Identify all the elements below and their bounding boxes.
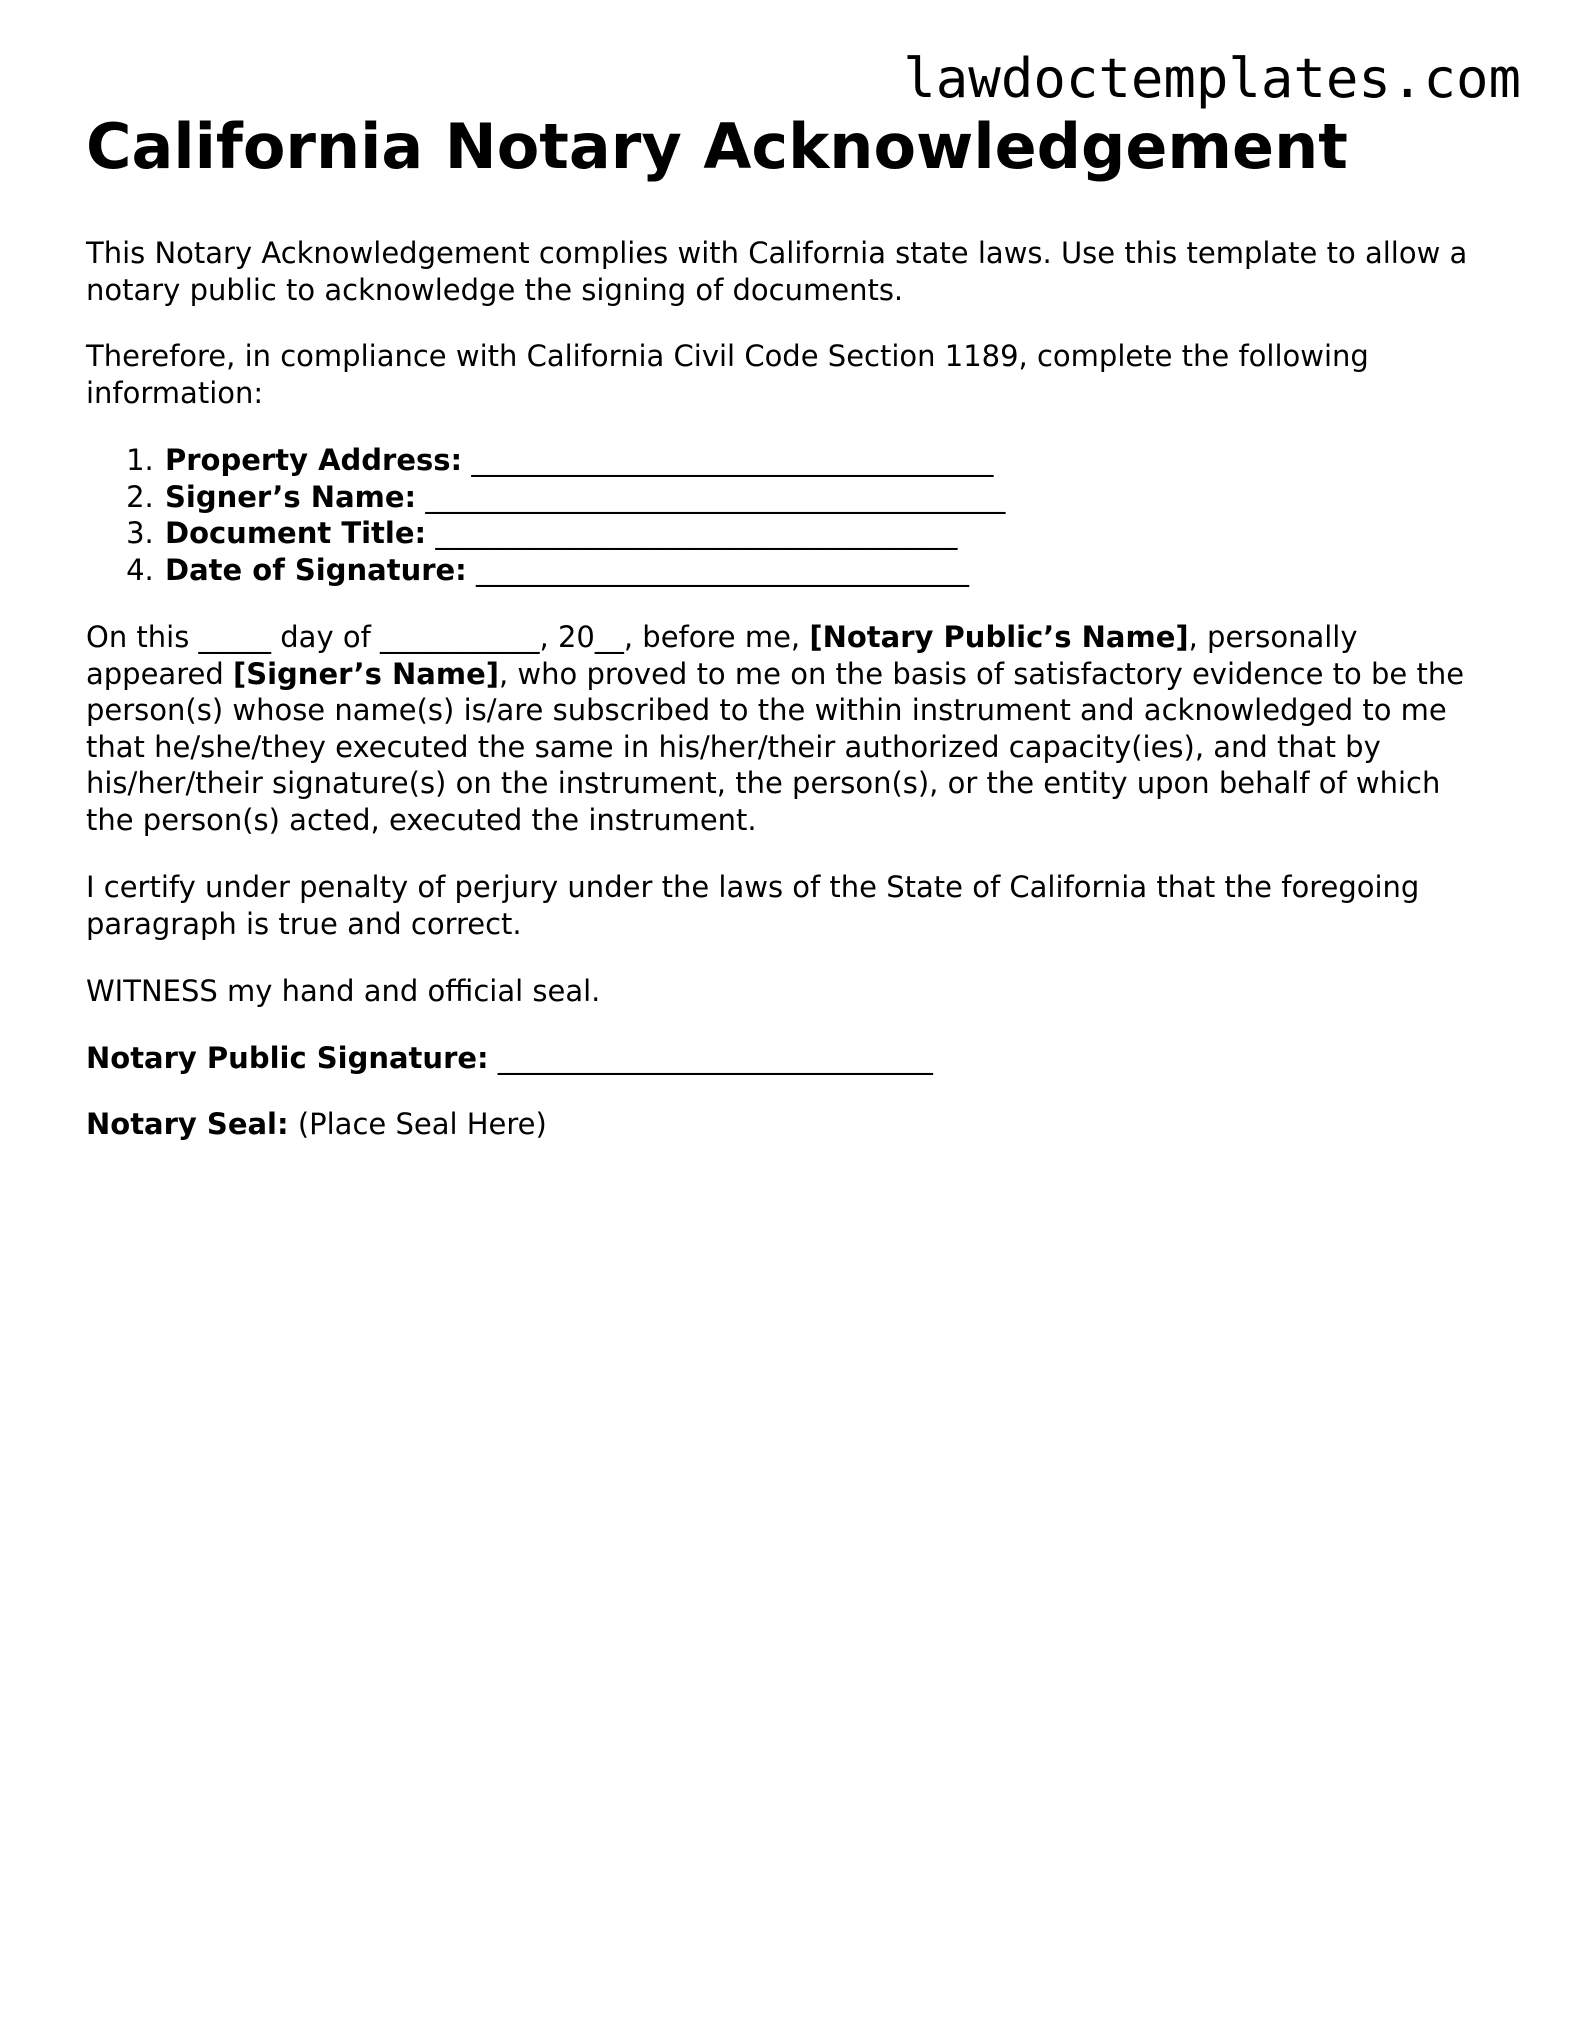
intro-paragraph: This Notary Acknowledgement complies with California state laws. Use this template to allow a notary public to acknowledge the signing of documents. [86, 236, 1468, 307]
document-title: California Notary Acknowledgement [86, 110, 1348, 183]
field-property-address [163, 442, 1496, 479]
field-label: Signer’s Name: [165, 479, 417, 514]
field-blank: __________________________________ [476, 552, 969, 587]
seal-text: (Place Seal Here) [297, 1107, 547, 1142]
acknowledgement-paragraph [86, 619, 1496, 838]
document-page [86, 110, 1496, 1143]
witness-paragraph: WITNESS my hand and official seal. [86, 974, 601, 1009]
ack-text-3: , who proved to me on the basis of satisfactory evidence to be the person(s) whose name(s) is/are subscribed to the within instrument and acknowledged to me that he/she/they executed the same in his/her/their authorized capacity(ies), and that by his/her/their signature(s) on the instrument, the person(s), or the entity upon behalf of which the person(s) acted, executed the instrument. [86, 656, 1465, 837]
notary-signature-line [86, 1040, 1496, 1077]
field-label: Property Address: [165, 443, 463, 478]
field-document-title [163, 515, 1496, 552]
instructions-paragraph: Therefore, in compliance with California Civil Code Section 1189, complete the following information: [86, 339, 1369, 410]
field-blank: ____________________________________ [435, 516, 958, 551]
seal-label: Notary Seal: [86, 1107, 289, 1142]
field-date-of-signature [163, 552, 1496, 589]
field-blank: ____________________________________ [471, 443, 994, 478]
certify-paragraph: I certify under penalty of perjury under the laws of the State of California that the foregoing paragraph is true and correct. [86, 870, 1420, 941]
notary-seal-line [86, 1106, 1496, 1143]
field-label: Date of Signature: [165, 552, 467, 587]
fields-list [86, 442, 1496, 588]
signature-blank: ______________________________ [497, 1040, 933, 1075]
field-blank: ________________________________________ [425, 479, 1006, 514]
notary-name-placeholder: [Notary Public’s Name] [809, 620, 1189, 655]
signature-label: Notary Public Signature: [86, 1040, 489, 1075]
signer-name-placeholder: [Signer’s Name] [232, 656, 499, 691]
field-label: Document Title: [165, 516, 427, 551]
ack-text-1: On this _____ day of ___________, 20__, before me, [86, 620, 810, 655]
field-signer-name [163, 479, 1496, 516]
ack-text-2: , personally appeared [86, 620, 1358, 691]
watermark-logo: lawdoctemplates.com [903, 47, 1521, 110]
